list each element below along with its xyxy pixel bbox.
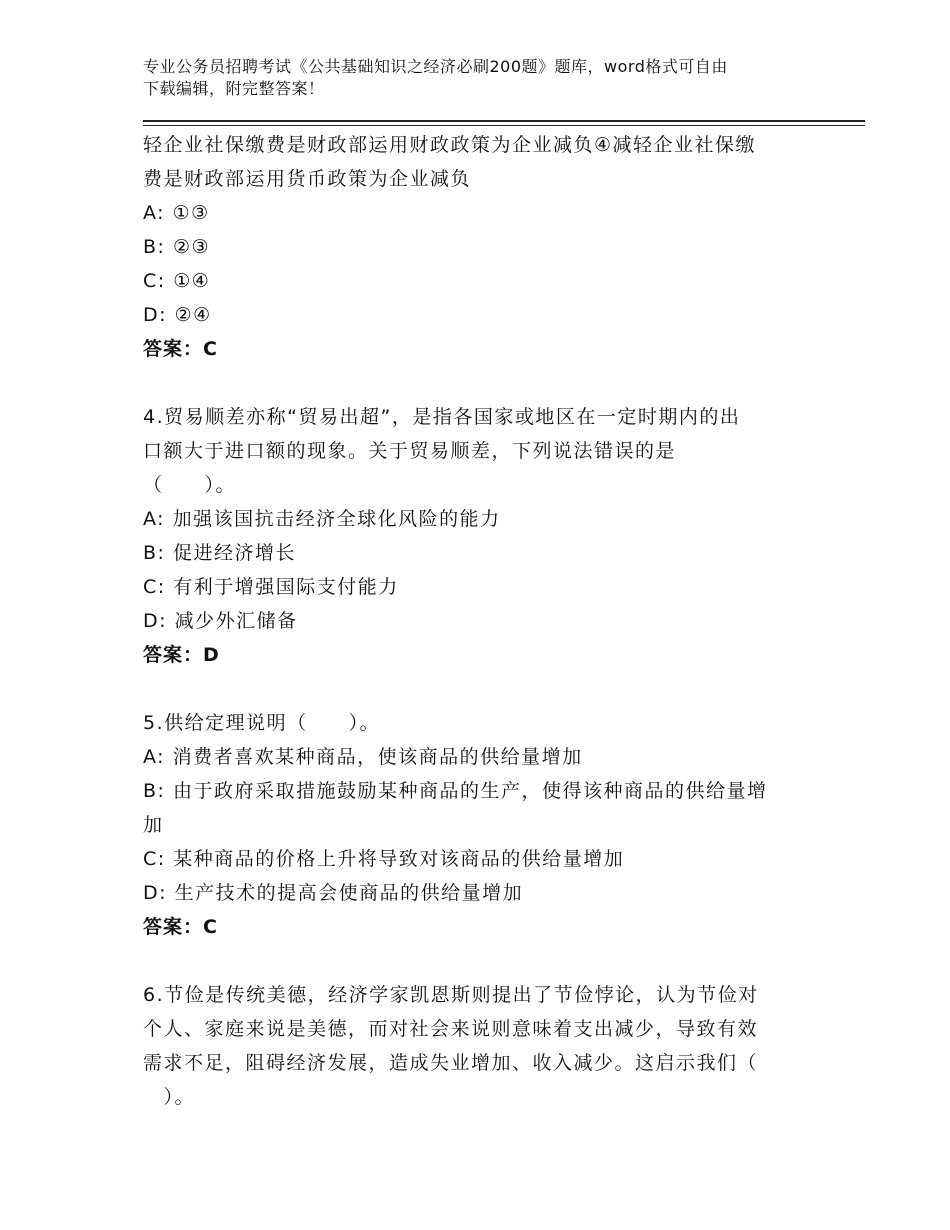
question-text-line: 个人、家庭来说是美德，而对社会来说则意味着支出减少，导致有效 bbox=[143, 1018, 759, 1040]
question-3-continuation bbox=[143, 128, 823, 366]
option-c: C: 有利于增强国际支付能力 bbox=[143, 576, 399, 598]
answer-line: 答案：D bbox=[143, 644, 220, 666]
document-body bbox=[143, 128, 823, 1114]
option-a: A: 消费者喜欢某种商品，使该商品的供给量增加 bbox=[143, 746, 583, 768]
spacer bbox=[143, 672, 823, 706]
spacer bbox=[143, 366, 823, 400]
question-text-line: 5.供给定理说明（ ）。 bbox=[143, 712, 381, 734]
option-d: D: ②④ bbox=[143, 304, 212, 326]
header-divider-thick bbox=[143, 120, 865, 122]
question-4 bbox=[143, 400, 823, 672]
header-note-line-1: 专业公务员招聘考试《公共基础知识之经济必刷200题》题库，word格式可自由 bbox=[143, 57, 728, 76]
option-d: D: 生产技术的提高会使商品的供给量增加 bbox=[143, 882, 524, 904]
question-text-line: 轻企业社保缴费是财政部运用财政政策为企业减负④减轻企业社保缴 bbox=[143, 134, 757, 156]
option-b: B: 由于政府采取措施鼓励某种商品的生产，使得该种商品的供给量增 bbox=[143, 780, 768, 802]
option-c: C: ①④ bbox=[143, 270, 211, 292]
question-text-line: 口额大于进口额的现象。关于贸易顺差，下列说法错误的是 bbox=[143, 440, 677, 462]
header-note-line-2: 下载编辑，附完整答案！ bbox=[143, 79, 325, 98]
question-text-line: （ ）。 bbox=[143, 474, 237, 496]
question-text-line: 需求不足，阻碍经济发展，造成失业增加、收入减少。这启示我们（ bbox=[143, 1052, 759, 1074]
spacer bbox=[143, 944, 823, 978]
question-5 bbox=[143, 706, 823, 944]
question-6 bbox=[143, 978, 823, 1114]
option-b: B: ②③ bbox=[143, 236, 211, 258]
question-text-line: ）。 bbox=[143, 1086, 196, 1108]
option-b: B: 促进经济增长 bbox=[143, 542, 296, 564]
answer-line: 答案：C bbox=[143, 338, 218, 360]
document-header-note bbox=[143, 56, 823, 100]
option-b-continuation: 加 bbox=[143, 814, 164, 836]
question-text-line: 4.贸易顺差亦称“贸易出超”，是指各国家或地区在一定时期内的出 bbox=[143, 406, 741, 428]
question-text-line: 6.节俭是传统美德，经济学家凯恩斯则提出了节俭悖论，认为节俭对 bbox=[143, 984, 759, 1006]
option-c: C: 某种商品的价格上升将导致对该商品的供给量增加 bbox=[143, 848, 625, 870]
option-d: D: 减少外汇储备 bbox=[143, 610, 298, 632]
answer-line: 答案：C bbox=[143, 916, 218, 938]
header-divider-thin bbox=[143, 125, 865, 126]
option-a: A: ①③ bbox=[143, 202, 210, 224]
question-text-line: 费是财政部运用货币政策为企业减负 bbox=[143, 168, 472, 190]
option-a: A: 加强该国抗击经济全球化风险的能力 bbox=[143, 508, 501, 530]
